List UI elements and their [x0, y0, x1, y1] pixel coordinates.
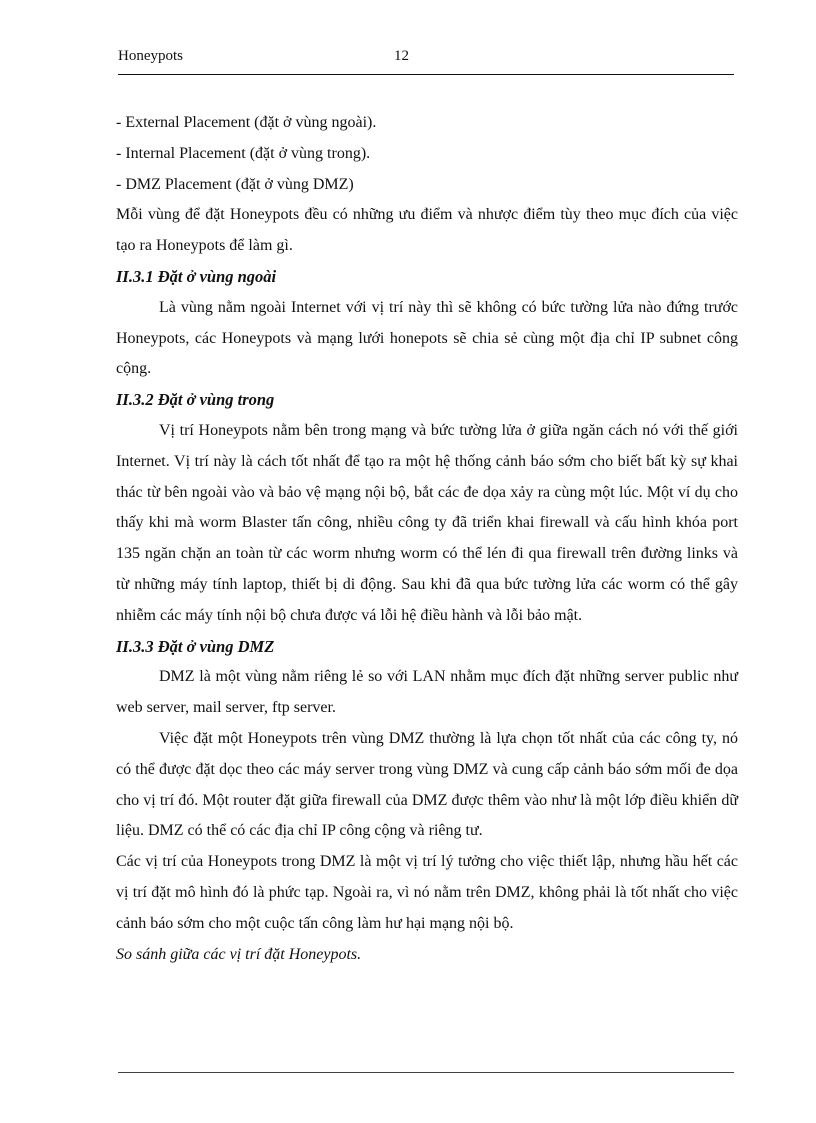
section-dmz-paragraph-1: DMZ là một vùng nằm riêng lẻ so với LAN nhằm mục đích đặt những server public như web server, mail server, ftp server.	[116, 668, 738, 717]
section-heading-external: II.3.1 Đặt ở vùng ngoài	[116, 266, 277, 286]
page-header	[118, 46, 733, 74]
list-item-internal: - Internal Placement (đặt ở vùng trong).	[116, 144, 371, 162]
footer-divider	[118, 1072, 734, 1073]
header-title: Honeypots	[118, 48, 183, 64]
section-dmz-paragraph-2: Việc đặt một Honeypots trên vùng DMZ thường là lựa chọn tốt nhất của các công ty, nó có thể được đặt dọc theo các máy server trong vùng DMZ và cung cấp cảnh báo sớm mối đe dọa cho vị trí đó. Một router đặt giữa firewall của DMZ được thêm vào như là một lớp điều khiển dữ liệu. DMZ có thể có các địa chỉ IP công cộng và riêng tư.	[116, 729, 738, 840]
header-divider	[118, 74, 734, 75]
section-heading-internal: II.3.2 Đặt ở vùng trong	[116, 390, 275, 410]
section-heading-dmz: II.3.3 Đặt ở vùng DMZ	[116, 636, 275, 656]
section-internal-paragraph: Vị trí Honeypots nằm bên trong mạng và bức tường lửa ở giữa ngăn cách nó với thế giới Internet. Vị trí này là cách tốt nhất để tạo ra một hệ thống cảnh báo sớm cho biết bất kỳ sự khai thác từ bên ngoài vào và bảo vệ mạng nội bộ, bắt các đe dọa xảy ra cùng một lúc. Một ví dụ cho thấy khi mà worm Blaster tấn công, nhiều công ty đã triển khai firewall và cấu hình khóa port 135 ngăn chặn an toàn từ các worm nhưng worm có thể lén đi qua firewall trên đường links và từ những máy tính laptop, thiết bị di động. Sau khi đã qua bức tường lửa các worm có thể gây nhiễm các máy tính nội bộ chưa được vá lỗi hệ điều hành và lỗi bảo mật.	[116, 421, 738, 624]
page-number: 12	[394, 48, 409, 64]
section-external-paragraph: Là vùng nằm ngoài Internet với vị trí này thì sẽ không có bức tường lửa nào đứng trước Honeypots, các Honeypots và mạng lưới honepots sẽ chia sẻ cùng một địa chỉ IP subnet công cộng.	[116, 298, 738, 378]
intro-paragraph: Mỗi vùng để đặt Honeypots đều có những ưu điểm và nhược điểm tùy theo mục đích của việc tạo ra Honeypots để làm gì.	[116, 206, 738, 255]
list-item-dmz: - DMZ Placement (đặt ở vùng DMZ)	[116, 175, 354, 193]
list-item-external: - External Placement (đặt ở vùng ngoài).	[116, 114, 377, 131]
page-body	[116, 108, 738, 970]
comparison-caption: So sánh giữa các vị trí đặt Honeypots.	[116, 945, 362, 963]
section-dmz-paragraph-3: Các vị trí của Honeypots trong DMZ là một vị trí lý tưởng cho việc thiết lập, nhưng hầu hết các vị trí đặt mô hình đó là phức tạp. Ngoài ra, vì nó nằm trên DMZ, không phải là tốt nhất cho việc cảnh báo sớm cho một cuộc tấn công làm hư hại mạng nội bộ.	[116, 853, 738, 932]
